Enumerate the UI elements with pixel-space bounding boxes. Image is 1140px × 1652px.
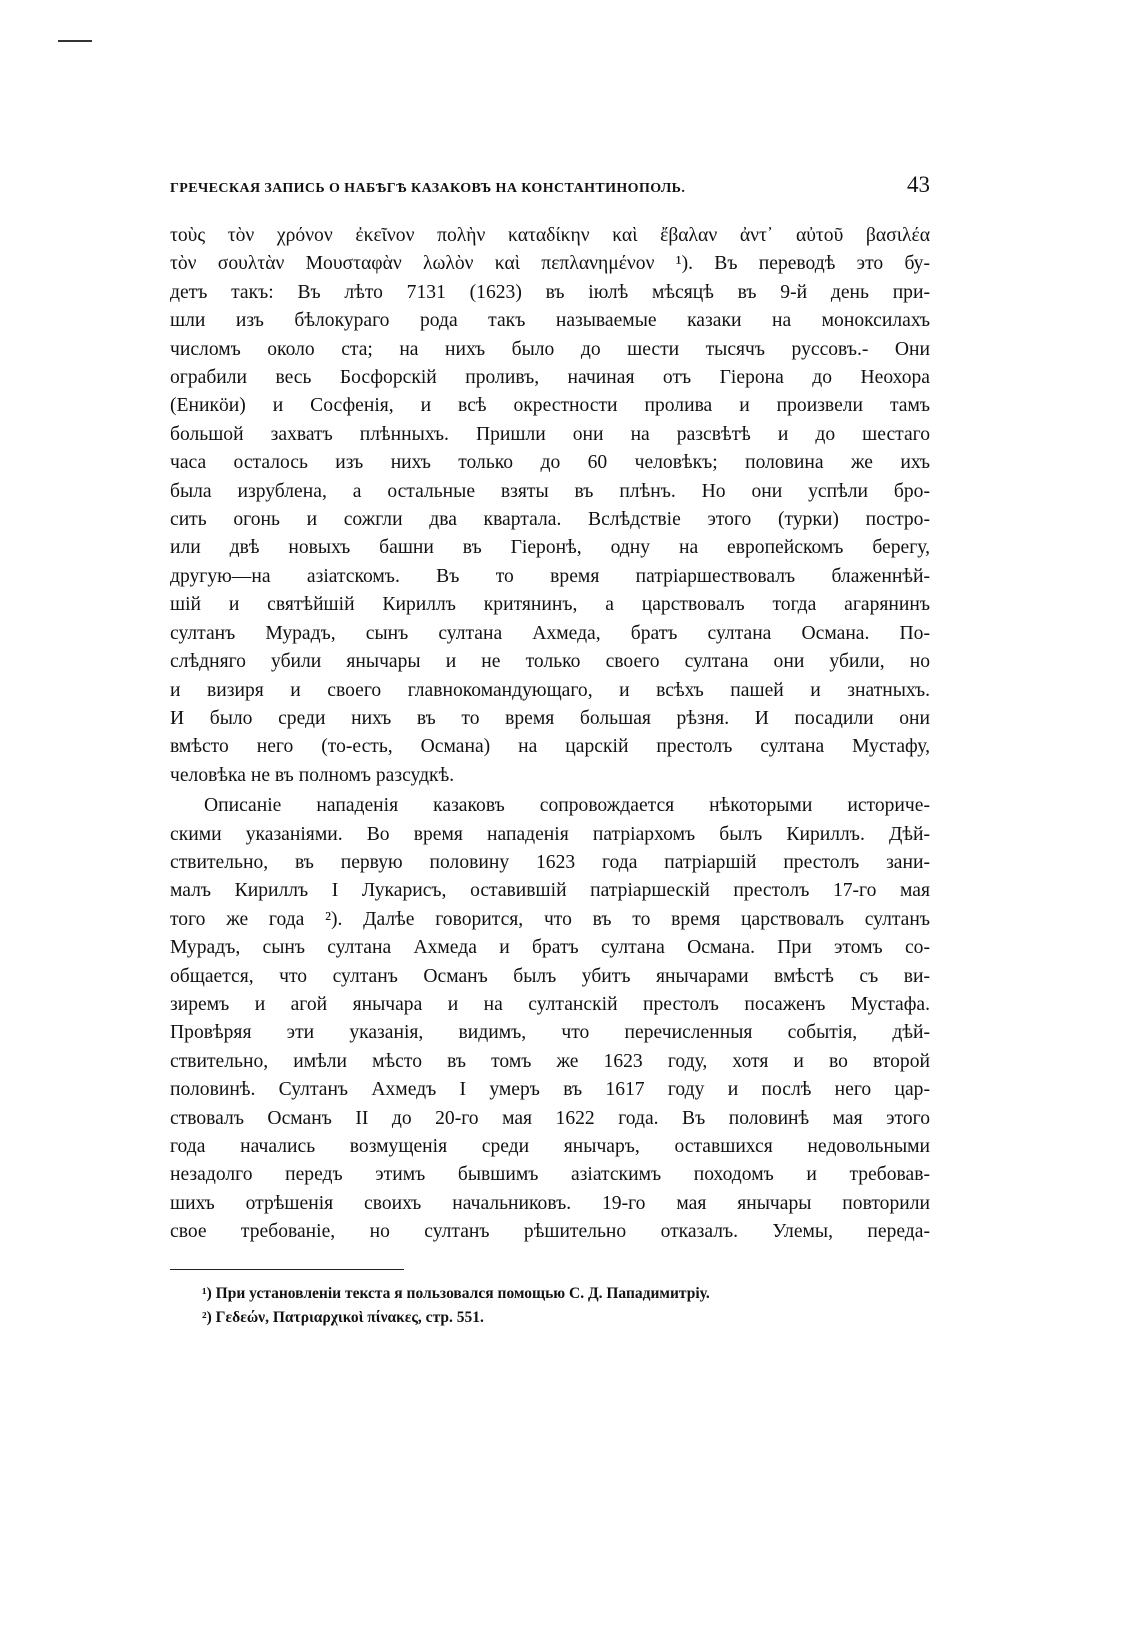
text-line: шихъ отрѣшенiя своихъ начальниковъ. 19-го мая янычары повторили <box>170 1192 930 1214</box>
text-line: султанъ Мурадъ, сынъ султана Ахмеда, братъ султана Османа. По- <box>170 622 930 644</box>
text-line: слѣдняго убили янычары и не только своего султана они убили, но <box>170 651 930 673</box>
text-line: общается, что султанъ Османъ былъ убитъ янычарами вмѣстѣ съ ви- <box>170 965 930 987</box>
page-number: 43 <box>907 172 930 197</box>
text-line: детъ такъ: Въ лѣто 7131 (1623) въ iюлѣ мѣсяцѣ въ 9-й день при- <box>170 281 930 303</box>
text-line: большой захватъ плѣнныхъ. Пришли они на разсвѣтѣ и до шестаго <box>170 423 930 445</box>
text-line: И было среди нихъ въ то время большая рѣзня. И посадили они <box>170 707 930 729</box>
text-line: человѣка не въ полномъ разсудкѣ. <box>170 764 455 786</box>
text-line: ствительно, въ первую половину 1623 года патрiаршiй престолъ зани- <box>170 851 930 873</box>
text-line: вмѣсто него (то-есть, Османа) на царскiй престолъ султана Мустафу, <box>170 736 930 758</box>
text-line: Описанiе нападенiя казаковъ сопровождается нѣкоторыми историче- <box>204 795 930 817</box>
text-line: Провѣряя эти указанiя, видимъ, что перечисленныя событiя, дѣй- <box>170 1022 930 1044</box>
footnote-divider <box>170 1269 404 1271</box>
text-line: половинѣ. Султанъ Ахмедъ I умеръ въ 1617 году и послѣ него цар- <box>170 1079 930 1101</box>
paragraph-greek-translation <box>170 222 930 790</box>
text-line: ствовалъ Османъ II до 20-го мая 1622 года. Въ половинѣ мая этого <box>170 1107 930 1129</box>
text-line: свое требованiе, но султанъ рѣшительно отказалъ. Улемы, переда- <box>170 1221 930 1243</box>
text-line: τὸν σουλτὰν Μουσταφὰν λωλὸν καὶ πεπλανημένον ¹). Въ переводѣ это бу- <box>170 253 930 275</box>
footnote-2: ²) Γεδεών, Πατριαρχικοὶ πίνακες, стр. 551. <box>202 1309 484 1327</box>
text-line: того же года ²). Далѣе говорится, что въ то время царствовалъ султанъ <box>170 908 930 930</box>
text-line: или двѣ новыхъ башни въ Гiеронѣ, одну на европейскомъ берегу, <box>170 537 930 559</box>
text-line: (Еникöи) и Сосфенiя, и всѣ окрестности пролива и произвели тамъ <box>170 395 930 417</box>
text-line: незадолго передъ этимъ бывшимъ азiатскимъ походомъ и требовав- <box>170 1164 930 1186</box>
text-line: числомъ около ста; на нихъ было до шести тысячъ руссовъ.- Они <box>170 338 930 360</box>
text-line: Мурадъ, сынъ султана Ахмеда и братъ султана Османа. При этомъ со- <box>170 937 930 959</box>
text-line: шли изъ бѣлокураго рода такъ называемые казаки на моноксилахъ <box>170 310 930 332</box>
book-page <box>170 172 930 1330</box>
text-line: шiй и святѣйшiй Кириллъ критянинъ, а царствовалъ тогда агарянинъ <box>170 594 930 616</box>
scan-margin-mark <box>58 40 92 42</box>
text-line: года начались возмущенiя среди янычаръ, оставшихся недовольными <box>170 1136 930 1157</box>
text-line: и визиря и своего главнокомандующаго, и всѣхъ пашей и знатныхъ. <box>170 679 930 701</box>
text-line: зиремъ и агой янычара и на султанскiй престолъ посаженъ Мустафа. <box>170 993 930 1015</box>
text-line: часа осталось изъ нихъ только до 60 человѣкъ; половина же ихъ <box>170 452 930 474</box>
text-line: ограбили весь Босфорскiй проливъ, начиная отъ Гiерона до Неохора <box>170 367 930 389</box>
footnote-1: ¹) При установленiи текста я пользовался помощью С. Д. Пападимитрiу. <box>202 1285 710 1303</box>
text-line: сить огонь и сожгли два квартала. Вслѣдствiе этого (турки) постро- <box>170 509 930 531</box>
text-line: была изрублена, а остальные взяты въ плѣнъ. Но они успѣли бро- <box>170 480 930 502</box>
text-line: другую—на азiатскомъ. Въ то время патрiаршествовалъ блаженнѣй- <box>170 565 930 587</box>
text-line: τοὺς τὸν χρόνον ἐκεῖνον πολὴν καταδίκην καὶ ἔβαλαν ἀντ᾽ αὐτοῦ βασιλέα <box>170 225 930 246</box>
paragraph-historical-analysis <box>170 792 930 1247</box>
running-title: ГРЕЧЕСКАЯ ЗАПИСЬ О НАБѢГѢ КАЗАКОВЪ НА КОНСТАНТИНОПОЛЬ. <box>170 181 686 196</box>
text-line: скими указанiями. Во время нападенiя патрiархомъ былъ Кириллъ. Дѣй- <box>170 823 930 845</box>
footnotes <box>170 1282 930 1330</box>
running-header <box>170 172 930 206</box>
text-line: малъ Кириллъ I Лукарисъ, оставившiй патрiаршескiй престолъ 17-го мая <box>170 880 930 902</box>
text-line: ствительно, имѣли мѣсто въ томъ же 1623 году, хотя и во второй <box>170 1050 930 1072</box>
